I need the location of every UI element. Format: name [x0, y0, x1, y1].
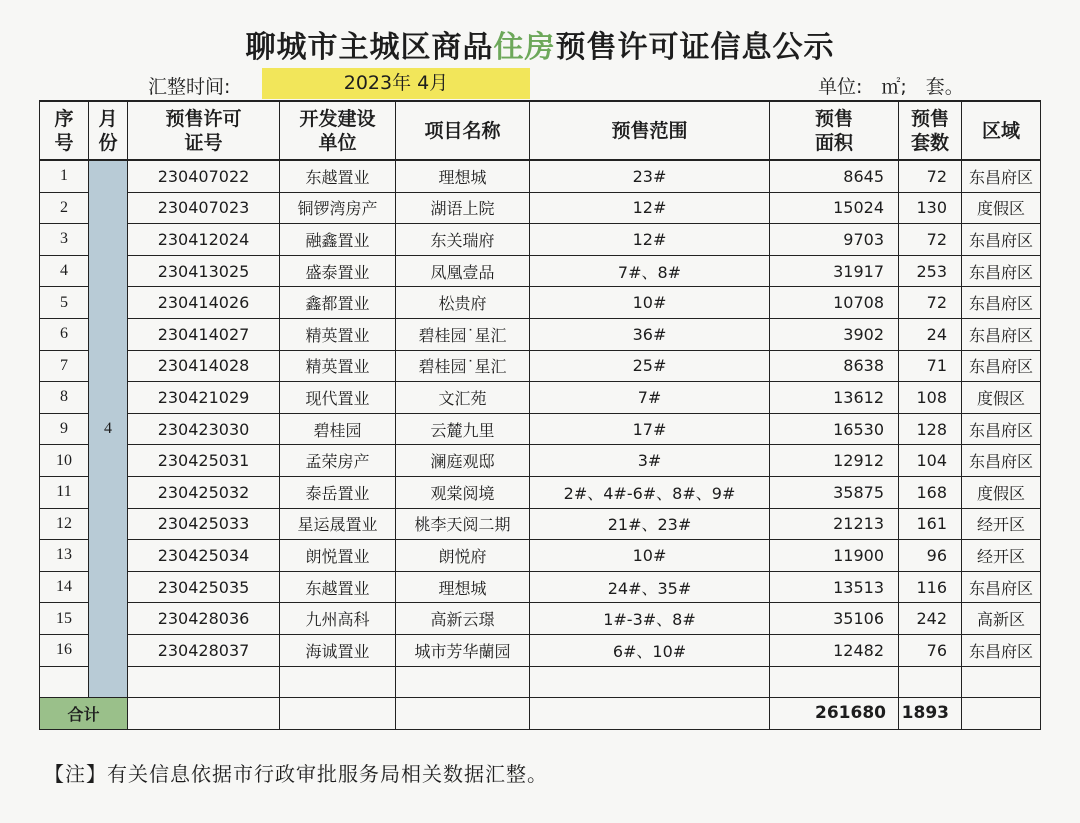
table-header-row [40, 101, 1041, 160]
district: 东昌府区 [962, 224, 1041, 256]
presale-area: 16530 [770, 413, 899, 445]
presale-units: 104 [899, 445, 962, 477]
project-name: 湖语上院 [396, 192, 530, 224]
table-row [40, 476, 1041, 508]
developer-name: 铜锣湾房产 [280, 192, 396, 224]
table-row [40, 413, 1041, 445]
footnote: 【注】有关信息依据市行政审批服务局相关数据汇整。 [44, 762, 548, 786]
presale-range: 6#、10# [530, 634, 770, 666]
presale-units: 71 [899, 350, 962, 382]
row-number: 1 [40, 160, 89, 192]
presale-area: 10708 [770, 287, 899, 319]
license-number: 230425034 [128, 540, 280, 572]
project-name: 高新云璟 [396, 603, 530, 635]
developer-name: 精英置业 [280, 318, 396, 350]
developer-name: 东越置业 [280, 160, 396, 192]
header-units: 预售 套数 [899, 101, 962, 160]
presale-units: 72 [899, 160, 962, 192]
district: 度假区 [962, 192, 1041, 224]
developer-name: 鑫都置业 [280, 287, 396, 319]
total-row [40, 698, 1041, 730]
table-row [40, 540, 1041, 572]
project-name: 城市芳华蘭园 [396, 634, 530, 666]
presale-area: 13612 [770, 382, 899, 414]
developer-name: 盛泰置业 [280, 255, 396, 287]
presale-units: 161 [899, 508, 962, 540]
presale-range: 3# [530, 445, 770, 477]
table-row [40, 224, 1041, 256]
presale-units: 72 [899, 224, 962, 256]
presale-area: 3902 [770, 318, 899, 350]
header-range: 预售范围 [530, 101, 770, 160]
presale-area: 12912 [770, 445, 899, 477]
district: 东昌府区 [962, 287, 1041, 319]
license-number: 230407022 [128, 160, 280, 192]
license-number: 230425032 [128, 476, 280, 508]
title-part3: 预售许可证信息公示 [555, 30, 835, 65]
table-row [40, 634, 1041, 666]
project-name: 朗悦府 [396, 540, 530, 572]
table-row [40, 350, 1041, 382]
row-number: 12 [40, 508, 89, 540]
district: 东昌府区 [962, 255, 1041, 287]
district: 东昌府区 [962, 445, 1041, 477]
presale-range: 10# [530, 540, 770, 572]
project-name: 理想城 [396, 571, 530, 603]
empty-cell [899, 666, 962, 698]
header-license: 预售许可 证号 [128, 101, 280, 160]
presale-area: 35106 [770, 603, 899, 635]
table-row [40, 287, 1041, 319]
license-number: 230425035 [128, 571, 280, 603]
license-number: 230428036 [128, 603, 280, 635]
developer-name: 精英置业 [280, 350, 396, 382]
project-name: 桃李天阅二期 [396, 508, 530, 540]
table-row [40, 603, 1041, 635]
row-number: 15 [40, 603, 89, 635]
presale-range: 10# [530, 287, 770, 319]
total-label: 合计 [40, 698, 128, 730]
presale-range: 17# [530, 413, 770, 445]
project-name: 碧桂园˙星汇 [396, 318, 530, 350]
row-number: 5 [40, 287, 89, 319]
row-number: 13 [40, 540, 89, 572]
header-district: 区域 [962, 101, 1041, 160]
header-project: 项目名称 [396, 101, 530, 160]
district: 经开区 [962, 508, 1041, 540]
project-name: 理想城 [396, 160, 530, 192]
header-month: 月 份 [89, 101, 128, 160]
presale-units: 128 [899, 413, 962, 445]
empty-cell [396, 666, 530, 698]
empty-cell [40, 666, 89, 698]
presale-units: 168 [899, 476, 962, 508]
district: 度假区 [962, 382, 1041, 414]
presale-range: 24#、35# [530, 571, 770, 603]
presale-area: 31917 [770, 255, 899, 287]
total-area: 261680 [770, 698, 899, 730]
developer-name: 东越置业 [280, 571, 396, 603]
table-row [40, 192, 1041, 224]
project-name: 碧桂园˙星汇 [396, 350, 530, 382]
license-number: 230414026 [128, 287, 280, 319]
district: 东昌府区 [962, 160, 1041, 192]
row-number: 9 [40, 413, 89, 445]
project-name: 观棠阅境 [396, 476, 530, 508]
month-cell: 4 [89, 160, 128, 698]
unit-label: 单位: ㎡; 套。 [818, 76, 964, 98]
empty-cell [530, 698, 770, 730]
district: 东昌府区 [962, 413, 1041, 445]
total-units: 1893 [899, 698, 962, 730]
presale-area: 35875 [770, 476, 899, 508]
district: 东昌府区 [962, 634, 1041, 666]
license-number: 230423030 [128, 413, 280, 445]
presale-range: 23# [530, 160, 770, 192]
empty-cell [396, 698, 530, 730]
developer-name: 海诚置业 [280, 634, 396, 666]
row-number: 11 [40, 476, 89, 508]
title-part1: 聊城市主城区商品 [245, 30, 494, 65]
table-row [40, 445, 1041, 477]
header-area: 预售 面积 [770, 101, 899, 160]
presale-range: 1#-3#、8# [530, 603, 770, 635]
developer-name: 现代置业 [280, 382, 396, 414]
summary-time-value: 2023年 4月 [262, 68, 530, 99]
row-number: 3 [40, 224, 89, 256]
presale-area: 12482 [770, 634, 899, 666]
row-number: 6 [40, 318, 89, 350]
developer-name: 朗悦置业 [280, 540, 396, 572]
presale-range: 2#、4#-6#、8#、9# [530, 476, 770, 508]
presale-area: 11900 [770, 540, 899, 572]
presale-range: 21#、23# [530, 508, 770, 540]
presale-units: 253 [899, 255, 962, 287]
project-name: 云麓九里 [396, 413, 530, 445]
table-row [40, 382, 1041, 414]
empty-cell [128, 698, 280, 730]
presale-area: 15024 [770, 192, 899, 224]
empty-row [40, 666, 1041, 698]
developer-name: 融鑫置业 [280, 224, 396, 256]
developer-name: 九州高科 [280, 603, 396, 635]
project-name: 文汇苑 [396, 382, 530, 414]
presale-area: 8645 [770, 160, 899, 192]
project-name: 松贵府 [396, 287, 530, 319]
developer-name: 星运晟置业 [280, 508, 396, 540]
presale-units: 96 [899, 540, 962, 572]
empty-cell [962, 666, 1041, 698]
row-number: 7 [40, 350, 89, 382]
project-name: 澜庭观邸 [396, 445, 530, 477]
presale-area: 21213 [770, 508, 899, 540]
table-row [40, 318, 1041, 350]
presale-range: 12# [530, 192, 770, 224]
empty-cell [280, 698, 396, 730]
district: 东昌府区 [962, 571, 1041, 603]
presale-range: 36# [530, 318, 770, 350]
license-number: 230425031 [128, 445, 280, 477]
row-number: 2 [40, 192, 89, 224]
license-number: 230413025 [128, 255, 280, 287]
table-row [40, 160, 1041, 192]
row-number: 14 [40, 571, 89, 603]
presale-units: 76 [899, 634, 962, 666]
presale-license-table [39, 100, 1041, 730]
presale-range: 7# [530, 382, 770, 414]
table-row [40, 255, 1041, 287]
presale-area: 8638 [770, 350, 899, 382]
district: 经开区 [962, 540, 1041, 572]
presale-range: 25# [530, 350, 770, 382]
license-number: 230412024 [128, 224, 280, 256]
row-number: 10 [40, 445, 89, 477]
presale-units: 108 [899, 382, 962, 414]
presale-units: 130 [899, 192, 962, 224]
developer-name: 孟荣房产 [280, 445, 396, 477]
developer-name: 碧桂园 [280, 413, 396, 445]
presale-units: 242 [899, 603, 962, 635]
empty-cell [530, 666, 770, 698]
presale-units: 116 [899, 571, 962, 603]
header-seq: 序 号 [40, 101, 89, 160]
presale-units: 72 [899, 287, 962, 319]
district: 度假区 [962, 476, 1041, 508]
developer-name: 泰岳置业 [280, 476, 396, 508]
empty-cell [770, 666, 899, 698]
presale-area: 13513 [770, 571, 899, 603]
table-row [40, 508, 1041, 540]
page-title [0, 22, 1080, 66]
district: 东昌府区 [962, 318, 1041, 350]
table-row [40, 571, 1041, 603]
title-highlight: 住房 [493, 30, 556, 65]
presale-units: 24 [899, 318, 962, 350]
project-name: 凤凰壹品 [396, 255, 530, 287]
license-number: 230421029 [128, 382, 280, 414]
header-developer: 开发建设 单位 [280, 101, 396, 160]
row-number: 4 [40, 255, 89, 287]
presale-area: 9703 [770, 224, 899, 256]
district: 东昌府区 [962, 350, 1041, 382]
license-number: 230407023 [128, 192, 280, 224]
presale-range: 7#、8# [530, 255, 770, 287]
empty-cell [962, 698, 1041, 730]
row-number: 8 [40, 382, 89, 414]
empty-cell [128, 666, 280, 698]
presale-range: 12# [530, 224, 770, 256]
row-number: 16 [40, 634, 89, 666]
license-number: 230428037 [128, 634, 280, 666]
district: 高新区 [962, 603, 1041, 635]
license-number: 230414028 [128, 350, 280, 382]
license-number: 230425033 [128, 508, 280, 540]
summary-time-label: 汇整时间: [148, 76, 231, 98]
project-name: 东关瑞府 [396, 224, 530, 256]
empty-cell [280, 666, 396, 698]
license-number: 230414027 [128, 318, 280, 350]
